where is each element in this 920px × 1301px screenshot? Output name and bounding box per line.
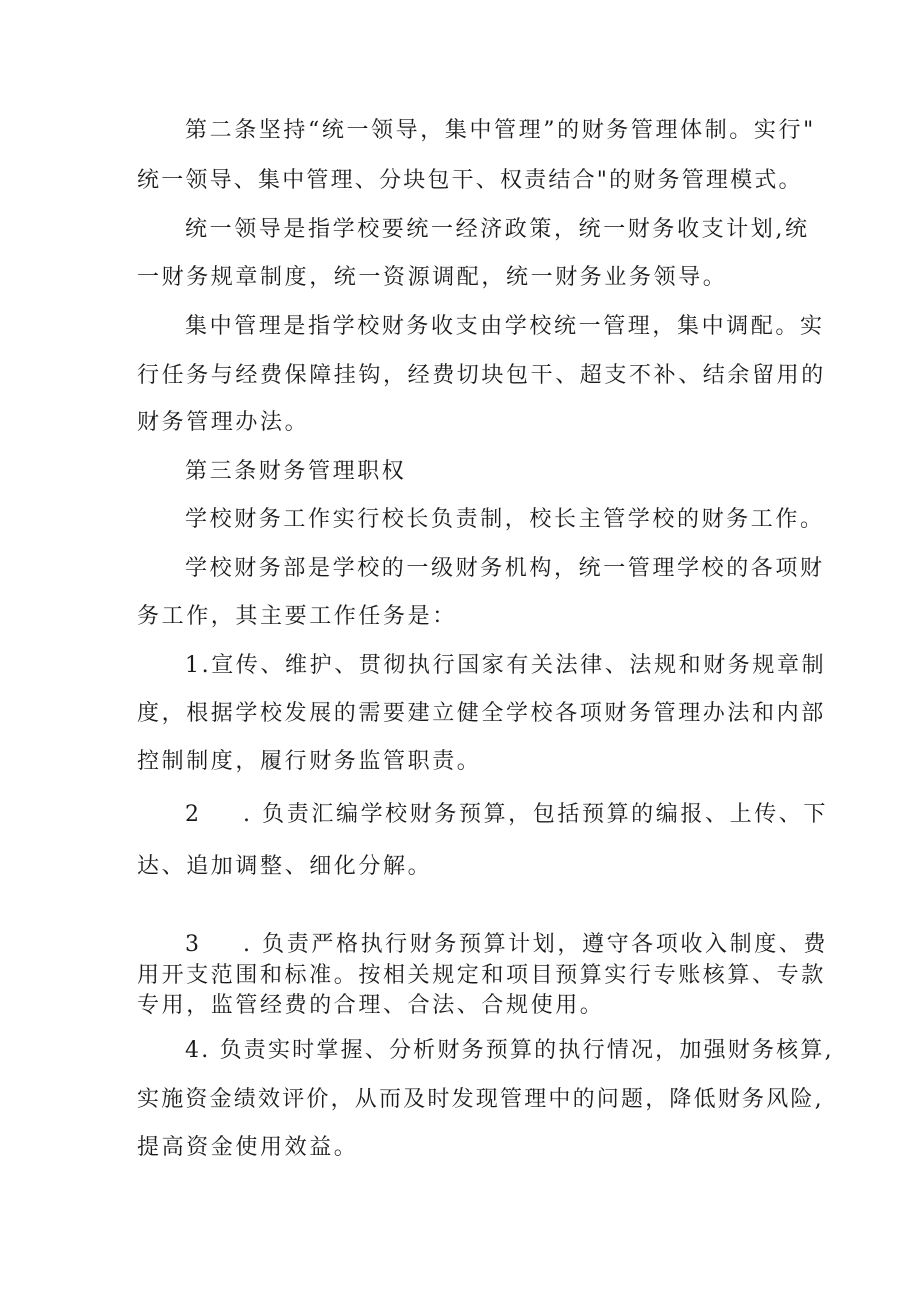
list-item-3-number: 3 bbox=[185, 932, 199, 957]
paragraph-finance-dept-line1: 学校财务部是学校的一级财务机构，统一管理学校的各项财 bbox=[185, 556, 825, 581]
paragraph-centralized-management-line2: 行任务与经费保障挂钩，经费切块包干、超支不补、结余留用的 bbox=[137, 363, 826, 388]
paragraph-centralized-management-line3: 财务管理办法。 bbox=[137, 410, 310, 435]
list-item-2-line1: . 负责汇编学校财务预算，包括预算的编报、上传、下 bbox=[243, 802, 828, 827]
list-item-3-line3: 专用，监管经费的合理、合法、合规使用。 bbox=[137, 993, 605, 1018]
list-item-4-line3: 提高资金使用效益。 bbox=[137, 1135, 359, 1160]
paragraph-unified-leadership-line1: 统一领导是指学校要统一经济政策，统一财务收支计划,统 bbox=[185, 217, 810, 242]
paragraph-article2-line1: 第二条坚持“统一领导，集中管理”的财务管理体制。实行" bbox=[185, 118, 816, 143]
list-item-2-number: 2 bbox=[185, 802, 199, 827]
list-item-1-line1: 1.宣传、维护、贯彻执行国家有关法律、法规和财务规章制 bbox=[185, 653, 827, 678]
list-item-4-line2: 实施资金绩效评价，从而及时发现管理中的问题，降低财务风险, bbox=[137, 1087, 824, 1112]
paragraph-article2-line2: 统一领导、集中管理、分块包干、权责结合"的财务管理模式。 bbox=[137, 168, 803, 193]
list-item-3-line1: . 负责严格执行财务预算计划，遵守各项收入制度、费 bbox=[243, 932, 828, 957]
list-item-1-line3: 控制制度，履行财务监管职责。 bbox=[137, 749, 482, 774]
paragraph-principal-responsibility: 学校财务工作实行校长负责制，校长主管学校的财务工作。 bbox=[185, 507, 825, 532]
list-item-3-line2: 用开支范围和标准。按相关规定和项目预算实行专账核算、专款 bbox=[137, 963, 826, 988]
article3-heading: 第三条财务管理职权 bbox=[185, 459, 407, 484]
paragraph-centralized-management-line1: 集中管理是指学校财务收支由学校统一管理，集中调配。实 bbox=[185, 314, 825, 339]
paragraph-unified-leadership-line2: 一财务规章制度，统一资源调配，统一财务业务领导。 bbox=[137, 265, 728, 290]
list-item-1-line2: 度，根据学校发展的需要建立健全学校各项财务管理办法和内部 bbox=[137, 701, 826, 726]
list-item-2-line2: 达、追加调整、细化分解。 bbox=[137, 854, 433, 879]
paragraph-finance-dept-line2: 务工作，其主要工作任务是： bbox=[137, 604, 457, 629]
list-item-4-line1: 4. 负责实时掌握、分析财务预算的执行情况，加强财务核算, bbox=[185, 1038, 834, 1063]
